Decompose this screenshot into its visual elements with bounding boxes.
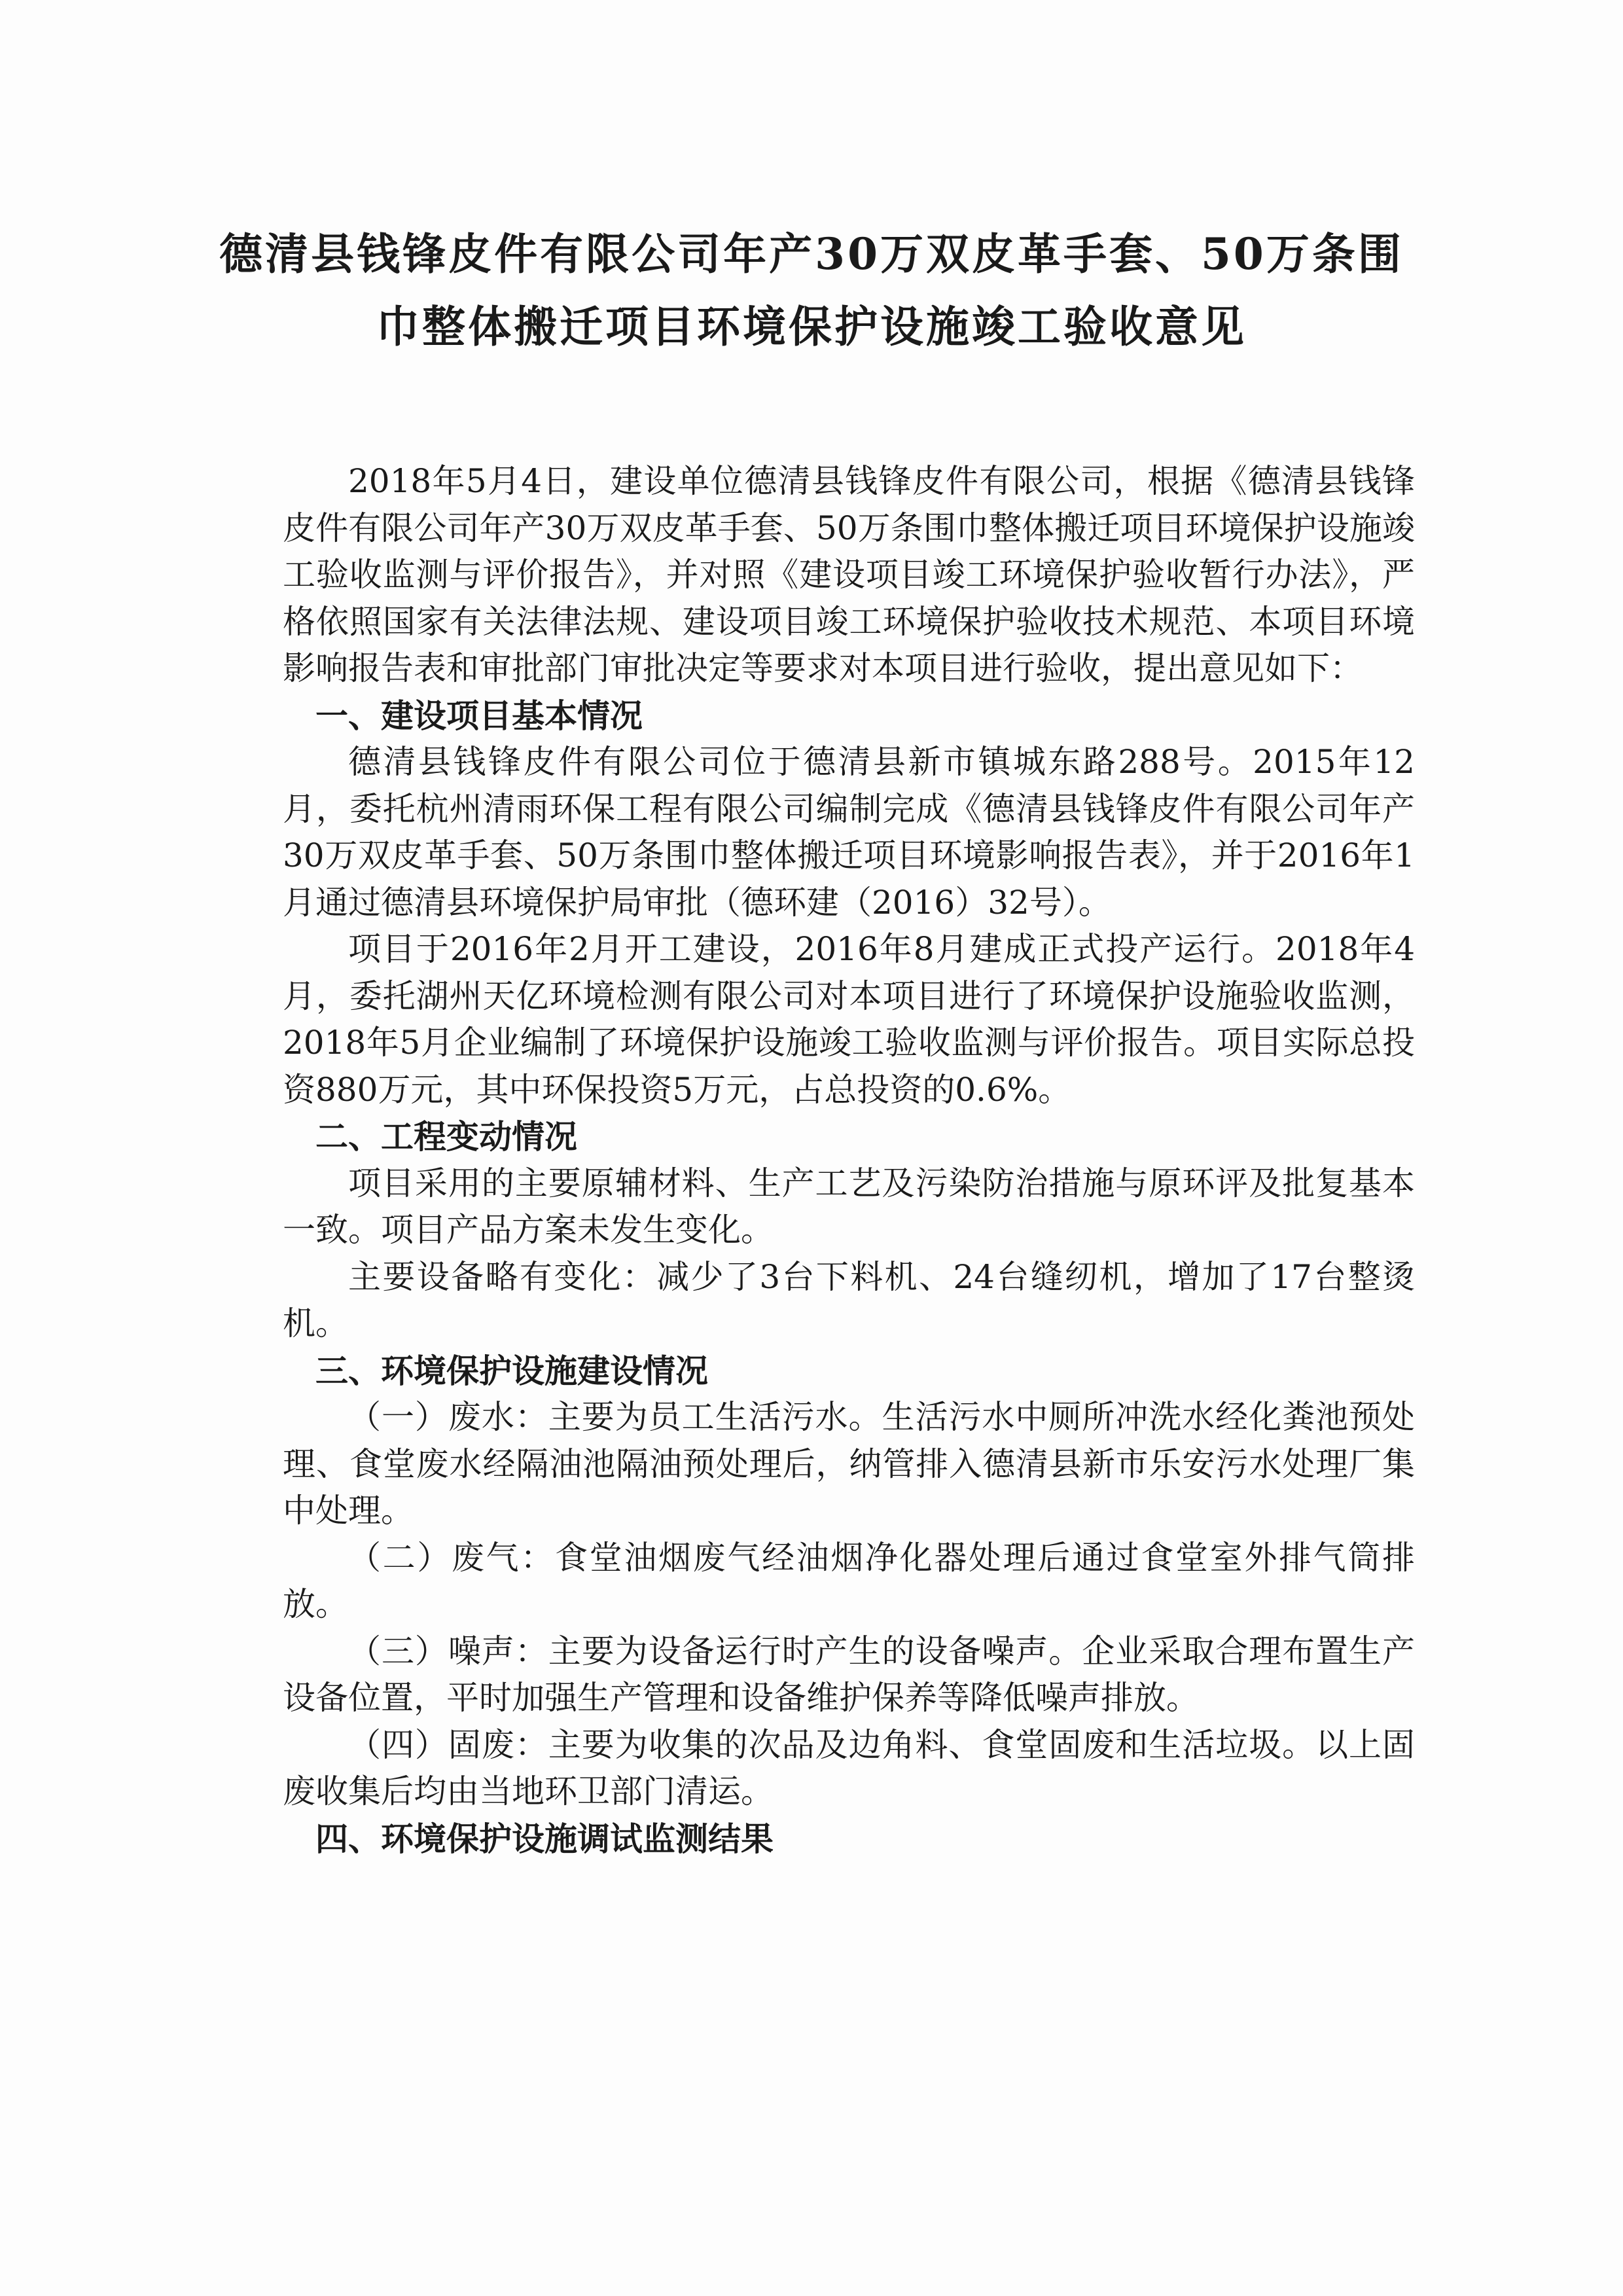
section-1-paragraph-1: 德清县钱锋皮件有限公司位于德清县新市镇城东路288号。2015年12月，委托杭州清雨环保工程有限公司编制完成《德清县钱锋皮件有限公司年产30万双皮革手套、50万条围巾整体搬迁项目环境影响报告表》，并于2016年1月通过德清县环境保护局审批（德环建（2016）32号）。 xyxy=(283,743,1415,922)
section-2-heading: 二、工程变动情况 xyxy=(315,1117,577,1156)
section-2-paragraph-1: 项目采用的主要原辅材料、生产工艺及污染防治措施与原环评及批复基本一致。项目产品方案未发生变化。 xyxy=(283,1164,1415,1249)
document-title-line-1: 德清县钱锋皮件有限公司年产30万双皮革手套、50万条围 xyxy=(219,228,1404,279)
section-3-paragraph-4: （四）固废：主要为收集的次品及边角料、食堂固废和生活垃圾。以上固废收集后均由当地环卫部门清运。 xyxy=(283,1725,1415,1810)
document-body xyxy=(283,458,1415,1862)
document-title-line-2: 巾整体搬迁项目环境保护设施竣工验收意见 xyxy=(376,301,1247,352)
section-3-paragraph-1: （一）废水：主要为员工生活污水。生活污水中厕所冲洗水经化粪池预处理、食堂废水经隔油池隔油预处理后，纳管排入德清县新市乐安污水处理厂集中处理。 xyxy=(283,1398,1415,1530)
section-1-paragraph-2: 项目于2016年2月开工建设，2016年8月建成正式投产运行。2018年4月，委托湖州天亿环境检测有限公司对本项目进行了环境保护设施验收监测，2018年5月企业编制了环境保护设施竣工验收监测与评价报告。项目实际总投资880万元，其中环保投资5万元，占总投资的0.6%。 xyxy=(283,930,1415,1109)
section-3-paragraph-2: （二）废气：食堂油烟废气经油烟净化器处理后通过食堂室外排气筒排放。 xyxy=(283,1538,1415,1623)
section-3-paragraph-3: （三）噪声：主要为设备运行时产生的设备噪声。企业采取合理布置生产设备位置，平时加强生产管理和设备维护保养等降低噪声排放。 xyxy=(283,1632,1415,1717)
intro-paragraph: 2018年5月4日，建设单位德清县钱锋皮件有限公司，根据《德清县钱锋皮件有限公司年产30万双皮革手套、50万条围巾整体搬迁项目环境保护设施竣工验收监测与评价报告》，并对照《建设项目竣工环境保护验收暂行办法》，严格依照国家有关法律法规、建设项目竣工环境保护验收技术规范、本项目环境影响报告表和审批部门审批决定等要求对本项目进行验收，提出意见如下： xyxy=(283,462,1415,687)
section-3-heading: 三、环境保护设施建设情况 xyxy=(315,1351,708,1390)
section-2-paragraph-2: 主要设备略有变化：减少了3台下料机、24台缝纫机，增加了17台整烫机。 xyxy=(283,1257,1415,1342)
section-4-heading: 四、环境保护设施调试监测结果 xyxy=(315,1819,774,1858)
section-1-heading: 一、建设项目基本情况 xyxy=(315,696,643,735)
